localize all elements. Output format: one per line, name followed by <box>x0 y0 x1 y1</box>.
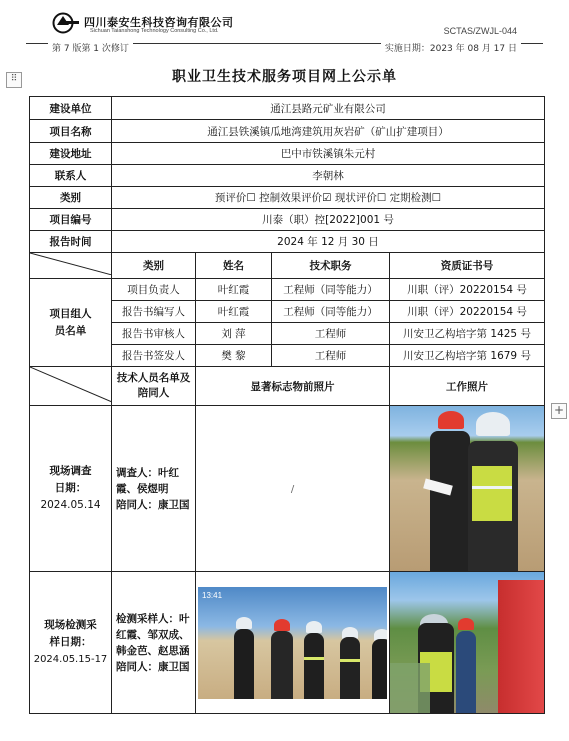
company-name-en: Sichuan Taianshong Technology Consulting Co., Ltd. <box>90 28 219 34</box>
address-value: 巴中市铁溪镇朱元村 <box>112 143 545 165</box>
sampling-staff-cell <box>112 572 196 714</box>
document-code: SCTAS/ZWJL-044 <box>443 26 517 36</box>
table-row: 工程师（同等能力） <box>272 279 390 301</box>
code-label: 项目编号 <box>30 209 112 231</box>
add-row-icon[interactable]: + <box>551 403 567 419</box>
team-label-text: 项目组人员名单 <box>49 307 92 337</box>
table-move-handle-icon[interactable]: ⠿ <box>6 72 22 88</box>
project-value: 通江县铁溪镇瓜地湾建筑用灰岩矿（矿山扩建项目） <box>112 120 545 143</box>
table-row: 报告书签发人 <box>112 345 196 367</box>
time-label: 报告时间 <box>30 231 112 253</box>
survey-companion: 陪同人：康卫国 <box>116 498 190 511</box>
survey-staff-cell <box>112 406 196 572</box>
sampling-date: 2024.05.15-17 <box>33 654 108 665</box>
sampling-date-cell <box>30 572 112 714</box>
sampling-sign-photo <box>196 572 390 714</box>
table-row: 叶红霞 <box>196 279 272 301</box>
announcement-table <box>29 96 545 714</box>
team-label <box>30 279 112 367</box>
team-header-role: 类别 <box>112 253 196 279</box>
survey-date-cell <box>30 406 112 572</box>
survey-staff: 调查人：叶红霞、侯煜明 <box>116 466 179 495</box>
page-title: 职业卫生技术服务项目网上公示单 <box>172 69 397 85</box>
table-row: 项目负责人 <box>112 279 196 301</box>
sampling-date-label: 现场检测采样日期： <box>44 619 97 648</box>
survey-work-photo-image <box>390 406 544 571</box>
table-row: 刘 萍 <box>196 323 272 345</box>
team-header-title: 技术职务 <box>272 253 390 279</box>
sampling-sign-photo-image <box>198 587 387 699</box>
project-label: 项目名称 <box>30 120 112 143</box>
table-row: 川职（评）20220154 号 <box>390 301 545 323</box>
diagonal-cell <box>30 367 112 406</box>
table-row: 川职（评）20220154 号 <box>390 279 545 301</box>
table-row: 樊 黎 <box>196 345 272 367</box>
contact-value: 李朝林 <box>112 165 545 187</box>
table-row: 川安卫乙构培字第 1425 号 <box>390 323 545 345</box>
code-value: 川泰（职）控[2022]001 号 <box>112 209 545 231</box>
diagonal-line <box>30 367 112 402</box>
table-row: 工程师 <box>272 323 390 345</box>
drill-machine <box>498 580 544 713</box>
revision-label: 第 7 版第 1 次修订 <box>48 41 133 54</box>
survey-date-label: 现场调查日期： <box>49 465 92 494</box>
time-value: 2024 年 12 月 30 日 <box>112 231 545 253</box>
effective-date: 实施日期：2023 年 08 月 17 日 <box>381 41 521 54</box>
work-photo-header: 工作照片 <box>390 367 545 406</box>
table-row: 叶红霞 <box>196 301 272 323</box>
contact-label: 联系人 <box>30 165 112 187</box>
sampling-staff: 检测采样人：叶红霞、邹双成、韩金芭、赵思涵 <box>116 612 190 657</box>
table-row: 工程师（同等能力） <box>272 301 390 323</box>
team-header-cert: 资质证书号 <box>390 253 545 279</box>
diagonal-cell <box>30 253 112 279</box>
document-header <box>0 0 569 60</box>
company-logo-icon <box>52 12 80 34</box>
sign-photo-placeholder: / <box>290 483 295 495</box>
address-label: 建设地址 <box>30 143 112 165</box>
diagonal-line <box>30 253 112 275</box>
sampling-work-photo <box>390 572 545 714</box>
survey-date: 2024.05.14 <box>40 499 101 511</box>
survey-sign-photo <box>196 406 390 572</box>
unit-value: 通江县路元矿业有限公司 <box>112 97 545 120</box>
sampling-companion: 陪同人：康卫国 <box>116 660 190 673</box>
table-row: 川安卫乙构培字第 1679 号 <box>390 345 545 367</box>
table-row: 报告书审核人 <box>112 323 196 345</box>
type-value: 预评价☐ 控制效果评价☑ 现状评价☐ 定期检测☐ <box>112 187 545 209</box>
table-row: 报告书编写人 <box>112 301 196 323</box>
tech-names-header: 技术人员名单及陪同人 <box>112 367 196 406</box>
table-row: 工程师 <box>272 345 390 367</box>
company-name: 四川泰安生科技咨询有限公司 <box>84 16 234 29</box>
sign-photo-header: 显著标志物前照片 <box>196 367 390 406</box>
photo-timestamp: 13:41 <box>202 590 223 600</box>
survey-work-photo <box>390 406 545 572</box>
sampling-work-photo-image <box>390 572 544 713</box>
type-label: 类别 <box>30 187 112 209</box>
team-header-name: 姓名 <box>196 253 272 279</box>
unit-label: 建设单位 <box>30 97 112 120</box>
